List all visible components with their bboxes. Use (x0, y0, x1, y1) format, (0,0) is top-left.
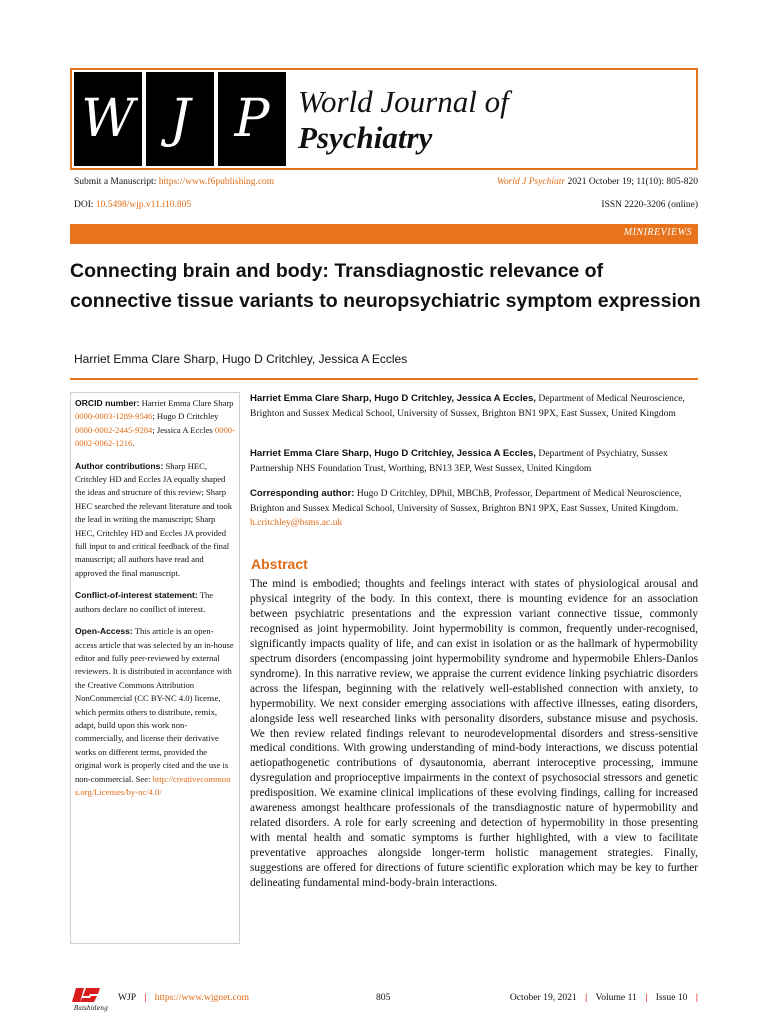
footer-journal-abbr: WJP (118, 992, 136, 1003)
open-access-label: Open-Access: (75, 626, 133, 637)
submit-manuscript (74, 177, 274, 187)
citation (497, 177, 698, 187)
affiliation-1-names: Harriet Emma Clare Sharp, Hugo D Critchley, Jessica A Eccles, (250, 393, 536, 404)
contributions-text: Sharp HEC, Critchley HD and Eccles JA equally shaped the ideas and structure of this review; Sharp HEC searched the relevant literature and took the lead in writing the manuscript; Sharp HEC, Critchley HD and Eccles JA provided full input to and critical feedback of the final manuscript; all authors have read and approved the final manuscript. (75, 460, 233, 578)
affiliation-1-text: Department of Medical Neuroscience, Brighton and Sussex Medical School, University of Sussex, Brighton BN1 9PX, East Sussex, United Kingdom (250, 393, 685, 419)
conflict-text: The authors declare no conflict of interest. (75, 590, 214, 614)
footer-separator: | (144, 992, 147, 1003)
contributions-label: Author contributions: (75, 460, 164, 471)
logo-letter-p: P (218, 72, 286, 166)
affiliation-2-text: Department of Psychiatry, Sussex Partnership NHS Foundation Trust, Worthing, BN13 3EP, West Sussex, United Kingdom (250, 448, 668, 474)
doi (74, 200, 191, 210)
divider-rule (70, 378, 698, 380)
contributions-block (75, 460, 235, 581)
orcid-author2: ; Hugo D Critchley (152, 411, 219, 422)
doi-label: DOI: (74, 200, 94, 210)
orcid-end: . (132, 438, 135, 449)
corresponding-text: Hugo D Critchley, DPhil, MBChB, Professor, Department of Medical Neuroscience, Brighton and Sussex Medical School, University of Sussex, Brighton BN1 9PX, East Sussex, United Kingdom. (250, 488, 682, 514)
footer-issue: Issue 10 (655, 992, 688, 1003)
submit-label: Submit a Manuscript: (74, 177, 157, 187)
logo-letter-w: W (74, 72, 142, 166)
citation-journal: World J Psychiatr (496, 177, 566, 187)
footer-journal (118, 992, 249, 1003)
abstract-text: The mind is embodied; thoughts and feelings interact with states of physiological arousal and physical integrity of the body. In this context, there is mounting evidence for an association between psychiatric presentations and the expression variant connective tissue, commonly recognised as joint hypermobility. Joint hypermobility is common, frequently under-recognised, significantly impacts quality of life, and can exist in isolation or as the hallmark of hypermobility spectrum disorders (encompassing joint hypermobility syndrome and hypermobile Ehlers-Danlos syndrome). In this narrative review, we appraise the current evidence linking psychiatric disorders across the lifespan, beginning with the relatively well-established connection with anxiety, to hypermobility. We next consider emerging associations with affective illnesses, eating disorders, alongside less well researched links with personality disorders, substance misuse and psychosis. We then review related findings relevant to neurodevelopmental disorders and stress-sensitive medical conditions. With growing understanding of mind-body interactions, we discuss potential aetiopathogenetic contributions of dysautonomia, aberrant interoceptive processing, immune dysregulation and proprioceptive impairments in the context of psychosocial stressors and genetic predisposition. We examine clinical implications of these evolving findings, calling for increased awareness amongst healthcare professionals of the transdiagnostic nature of hypermobility and related disorders. A role for early screening and detection of hypermobility in those presenting with mental health and somatic symptoms is further highlighted, with a view to facilitate preventative approaches alongside longer-term holistic management strategies. Finally, suggestions are offered for directions of future scientific exploration which may be key to further delineating fundamental mind-body-brain interactions. (250, 578, 698, 890)
journal-header (70, 68, 698, 170)
footer-issue-info (510, 992, 698, 1003)
footer-separator: | (695, 992, 698, 1003)
orcid-author1: Harriet Emma Clare Sharp (141, 398, 234, 408)
footer-url[interactable]: https://www.wjgnet.com (154, 992, 249, 1003)
article-authors: Harriet Emma Clare Sharp, Hugo D Critchley, Jessica A Eccles (74, 352, 408, 366)
journal-name-line1: World Journal of (298, 84, 509, 119)
affiliation-2-names: Harriet Emma Clare Sharp, Hugo D Critchley, Jessica A Eccles, (250, 448, 536, 459)
open-access-block (75, 625, 235, 799)
footer-separator: | (585, 992, 588, 1003)
section-label: MINIREVIEWS (623, 227, 692, 238)
journal-name-line2: Psychiatry (298, 120, 433, 155)
license-link[interactable]: http://creativecommons.org/Licenses/by-nc/4.0/ (75, 773, 231, 797)
footer-separator: | (645, 992, 648, 1003)
orcid-block (75, 397, 235, 451)
corresponding-author (250, 487, 700, 531)
open-access-text: This article is an open-access article that was selected by an in-house editor and fully peer-reviewed by external reviewers. It is distributed in accordance with the Creative Commons Attribution NonCommercial (CC BY-NC 4.0) license, which permits others to distribute, remix, adapt, build upon this work non-commercially, and license their derivative works on different terms, provided the original work is properly cited and the use is non-commercial. See: (75, 626, 234, 784)
conflict-label: Conflict-of-interest statement: (75, 590, 198, 601)
abstract-heading: Abstract (251, 556, 308, 572)
footer-volume: Volume 11 (595, 992, 637, 1003)
article-sidebar (70, 392, 240, 944)
orcid-link-2[interactable]: 0000-0002-2445-9284 (75, 424, 153, 435)
affiliation-1 (250, 392, 700, 421)
doi-link[interactable]: 10.5498/wjp.v11.i10.805 (95, 200, 192, 210)
submit-link[interactable]: https://www.f6publishing.com (158, 177, 275, 187)
publisher-logo-icon (72, 984, 108, 1012)
orcid-link-1[interactable]: 0000-0003-1289-9546 (75, 411, 153, 422)
orcid-label: ORCID number: (75, 398, 140, 408)
conflict-block (75, 589, 235, 616)
orcid-link-3[interactable]: 0000-0002-0062-1216 (75, 424, 235, 449)
affiliation-2 (250, 447, 700, 476)
logo-letter-j: J (146, 72, 214, 166)
corresponding-email[interactable]: h.critchley@bsms.ac.uk (250, 517, 343, 528)
footer-date: October 19, 2021 (509, 992, 577, 1003)
issn: ISSN 2220-3206 (online) (601, 200, 698, 210)
article-title: Connecting brain and body: Transdiagnostic relevance of connective tissue variants to neuropsychiatric symptom expression (70, 260, 701, 312)
section-banner (70, 224, 698, 244)
citation-details: 2021 October 19; 11(10): 805-820 (567, 177, 698, 187)
corresponding-label: Corresponding author: (250, 488, 355, 499)
footer-page-number: 805 (376, 992, 391, 1003)
orcid-author3: ; Jessica A Eccles (152, 424, 213, 435)
publisher-mark: Baishideng (74, 1005, 108, 1012)
